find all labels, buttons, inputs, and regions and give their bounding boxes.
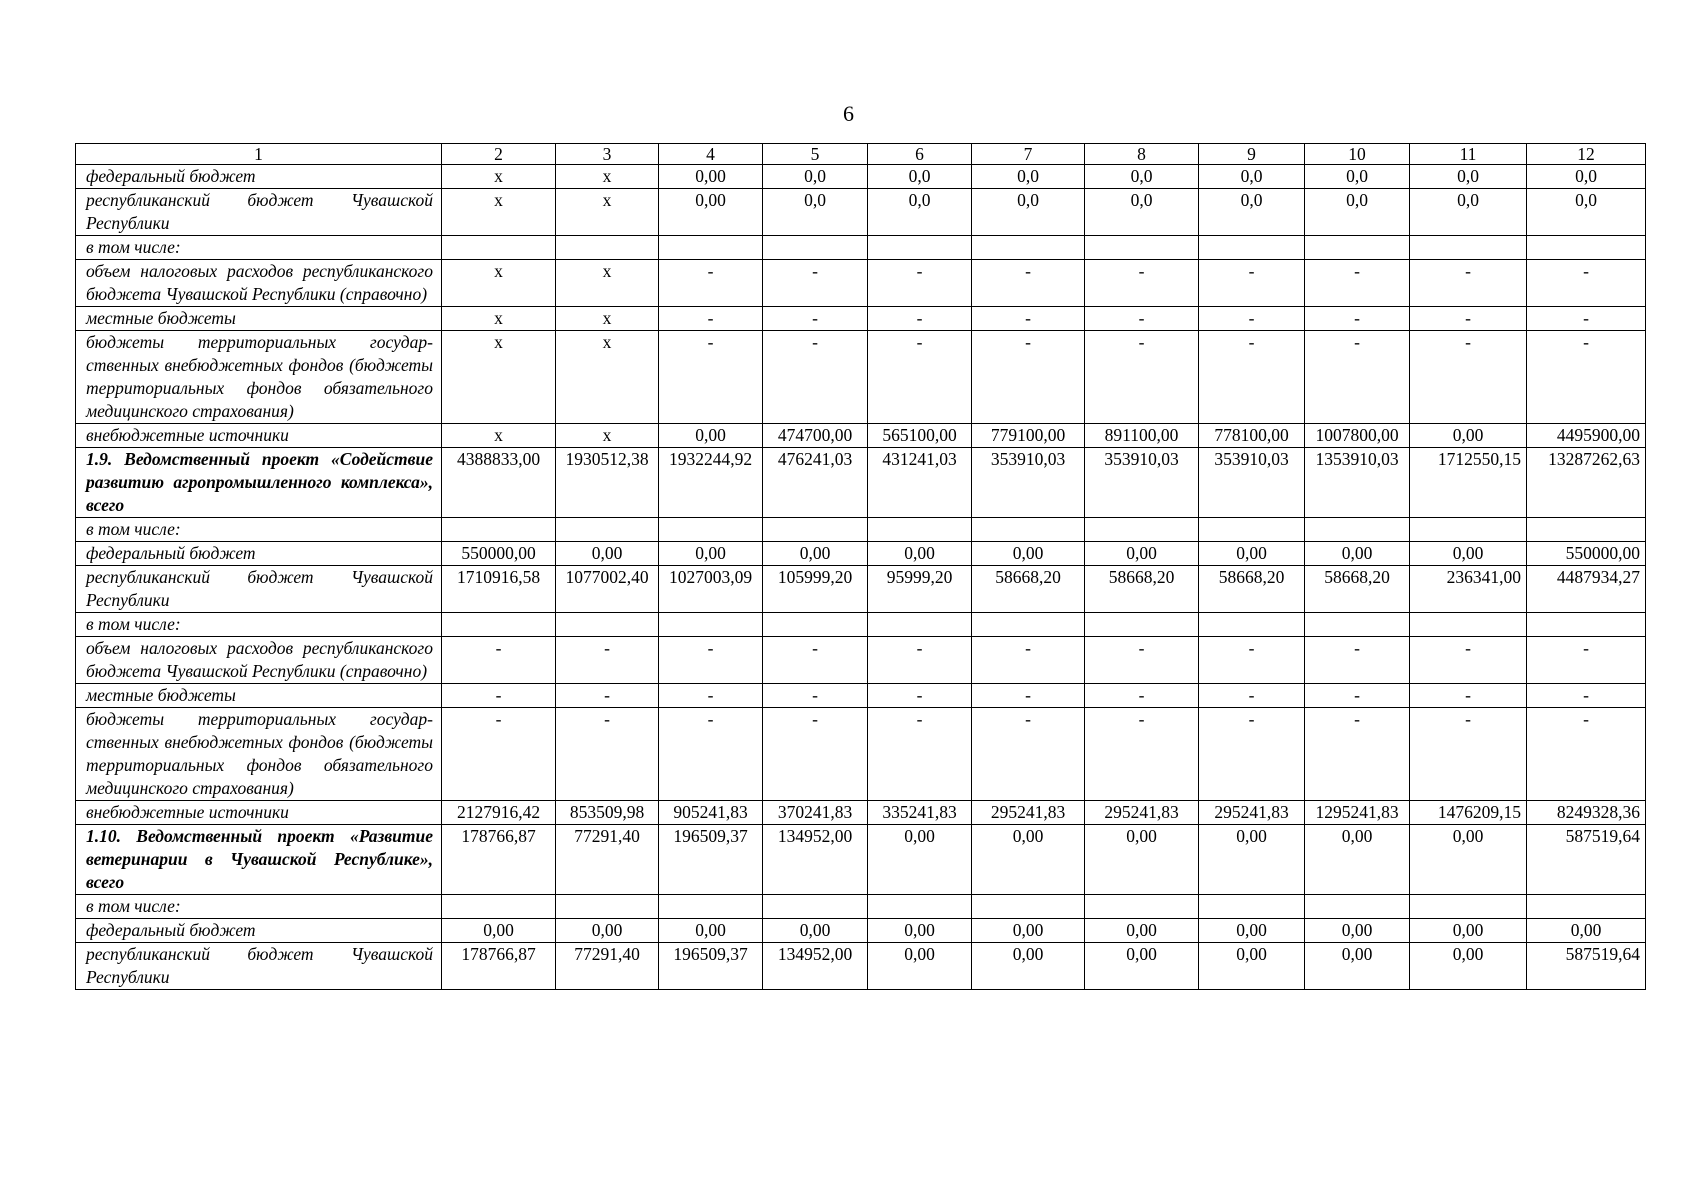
value-cell: 0,00 <box>972 825 1085 895</box>
value-cell <box>1085 613 1199 637</box>
value-cell: 0,00 <box>1085 825 1199 895</box>
value-cell: - <box>972 684 1085 708</box>
value-cell: - <box>442 708 556 801</box>
value-cell: 370241,83 <box>763 801 868 825</box>
value-cell: 0,00 <box>659 424 763 448</box>
value-cell: - <box>1410 637 1527 684</box>
value-cell: х <box>556 424 659 448</box>
table-row <box>76 260 1646 307</box>
value-cell: 0,00 <box>868 919 972 943</box>
value-cell <box>1527 613 1646 637</box>
row-label: местные бюджеты <box>76 307 442 331</box>
value-cell: - <box>1305 684 1410 708</box>
value-cell <box>763 613 868 637</box>
value-cell: - <box>1410 708 1527 801</box>
value-cell: 236341,00 <box>1410 566 1527 613</box>
value-cell <box>1410 895 1527 919</box>
value-cell: - <box>1199 637 1305 684</box>
value-cell: - <box>1085 260 1199 307</box>
value-cell: - <box>1305 260 1410 307</box>
value-cell: 196509,37 <box>659 943 763 990</box>
value-cell: 0,00 <box>1085 542 1199 566</box>
value-cell <box>442 895 556 919</box>
value-cell: 58668,20 <box>1305 566 1410 613</box>
column-number-12: 12 <box>1527 144 1646 165</box>
value-cell: - <box>659 307 763 331</box>
value-cell <box>1199 518 1305 542</box>
value-cell: х <box>442 307 556 331</box>
value-cell: 2127916,42 <box>442 801 556 825</box>
value-cell: - <box>1085 331 1199 424</box>
value-cell: - <box>972 708 1085 801</box>
value-cell: 134952,00 <box>763 825 868 895</box>
value-cell: 1295241,83 <box>1305 801 1410 825</box>
value-cell <box>1527 518 1646 542</box>
value-cell <box>868 895 972 919</box>
value-cell: - <box>972 260 1085 307</box>
value-cell: 13287262,63 <box>1527 448 1646 518</box>
value-cell: - <box>972 307 1085 331</box>
value-cell <box>659 895 763 919</box>
value-cell: 1930512,38 <box>556 448 659 518</box>
row-label: 1.9. Ведомственный проект «Содействие развитию агропромышленного комплекса», всего <box>76 448 442 518</box>
value-cell: 0,0 <box>972 165 1085 189</box>
row-label: бюджеты территориальных государственных внебюджетных фондов (бюджеты территориальных фондов обязательного медицинского страхования) <box>76 708 442 801</box>
table-body <box>76 144 1646 990</box>
value-cell: 0,0 <box>1085 189 1199 236</box>
value-cell: - <box>1527 331 1646 424</box>
value-cell: 196509,37 <box>659 825 763 895</box>
row-label: в том числе: <box>76 895 442 919</box>
budget-table <box>75 143 1646 990</box>
value-cell: - <box>1199 260 1305 307</box>
row-label: в том числе: <box>76 518 442 542</box>
value-cell: - <box>763 331 868 424</box>
value-cell: х <box>556 260 659 307</box>
table-row <box>76 895 1646 919</box>
value-cell: - <box>868 331 972 424</box>
value-cell: 1932244,92 <box>659 448 763 518</box>
value-cell: 58668,20 <box>972 566 1085 613</box>
value-cell: 0,00 <box>1410 424 1527 448</box>
value-cell: - <box>659 708 763 801</box>
table-row <box>76 424 1646 448</box>
value-cell: 0,0 <box>1199 165 1305 189</box>
value-cell: 1007800,00 <box>1305 424 1410 448</box>
value-cell: 353910,03 <box>1199 448 1305 518</box>
value-cell: - <box>868 260 972 307</box>
value-cell <box>442 613 556 637</box>
value-cell <box>442 518 556 542</box>
value-cell: 0,00 <box>972 919 1085 943</box>
value-cell: 58668,20 <box>1085 566 1199 613</box>
value-cell: - <box>1410 331 1527 424</box>
value-cell: 0,00 <box>1305 943 1410 990</box>
value-cell: 550000,00 <box>1527 542 1646 566</box>
row-label: в том числе: <box>76 236 442 260</box>
value-cell: 0,00 <box>1410 919 1527 943</box>
value-cell: - <box>1085 307 1199 331</box>
value-cell: 0,00 <box>659 189 763 236</box>
value-cell: 295241,83 <box>1085 801 1199 825</box>
value-cell <box>1199 236 1305 260</box>
value-cell: - <box>1199 331 1305 424</box>
value-cell: 0,00 <box>1199 825 1305 895</box>
value-cell <box>868 518 972 542</box>
column-number-2: 2 <box>442 144 556 165</box>
value-cell: 0,00 <box>556 542 659 566</box>
table-row <box>76 165 1646 189</box>
column-number-6: 6 <box>868 144 972 165</box>
value-cell: 58668,20 <box>1199 566 1305 613</box>
value-cell <box>972 613 1085 637</box>
value-cell: 431241,03 <box>868 448 972 518</box>
value-cell: 77291,40 <box>556 825 659 895</box>
value-cell: 474700,00 <box>763 424 868 448</box>
value-cell <box>556 518 659 542</box>
row-label: федеральный бюджет <box>76 542 442 566</box>
value-cell <box>1199 613 1305 637</box>
table-row <box>76 825 1646 895</box>
value-cell: 0,0 <box>1199 189 1305 236</box>
value-cell: - <box>556 637 659 684</box>
table-row <box>76 943 1646 990</box>
table-row <box>76 566 1646 613</box>
value-cell: 0,00 <box>1305 825 1410 895</box>
value-cell <box>972 895 1085 919</box>
value-cell: 353910,03 <box>972 448 1085 518</box>
value-cell: - <box>1305 331 1410 424</box>
value-cell: - <box>659 331 763 424</box>
value-cell: 178766,87 <box>442 825 556 895</box>
table-row <box>76 448 1646 518</box>
value-cell: 905241,83 <box>659 801 763 825</box>
value-cell: 550000,00 <box>442 542 556 566</box>
value-cell: - <box>1085 708 1199 801</box>
value-cell: 295241,83 <box>1199 801 1305 825</box>
value-cell: - <box>1199 708 1305 801</box>
value-cell <box>1305 518 1410 542</box>
column-number-3: 3 <box>556 144 659 165</box>
value-cell: 891100,00 <box>1085 424 1199 448</box>
value-cell: - <box>1305 708 1410 801</box>
value-cell <box>972 518 1085 542</box>
value-cell: 0,00 <box>763 919 868 943</box>
value-cell: 295241,83 <box>972 801 1085 825</box>
value-cell: 0,0 <box>972 189 1085 236</box>
value-cell: 0,0 <box>1527 189 1646 236</box>
value-cell: 0,0 <box>1410 165 1527 189</box>
value-cell: 0,00 <box>1305 919 1410 943</box>
value-cell: 0,0 <box>1305 165 1410 189</box>
value-cell <box>868 236 972 260</box>
table-row <box>76 637 1646 684</box>
value-cell: - <box>659 684 763 708</box>
value-cell: х <box>442 424 556 448</box>
value-cell: - <box>659 637 763 684</box>
value-cell: 476241,03 <box>763 448 868 518</box>
row-label: внебюджетные источники <box>76 424 442 448</box>
value-cell: 0,0 <box>763 189 868 236</box>
value-cell: - <box>868 684 972 708</box>
value-cell: - <box>556 684 659 708</box>
value-cell: 0,00 <box>659 919 763 943</box>
value-cell: - <box>763 684 868 708</box>
value-cell <box>1410 236 1527 260</box>
value-cell: 0,0 <box>868 189 972 236</box>
value-cell: 0,00 <box>1410 825 1527 895</box>
value-cell <box>1305 895 1410 919</box>
row-label: бюджеты территориальных государственных внебюджетных фондов (бюджеты территориальных фондов обязательного медицинского страхования) <box>76 331 442 424</box>
value-cell: 0,00 <box>868 825 972 895</box>
value-cell: 1027003,09 <box>659 566 763 613</box>
column-number-11: 11 <box>1410 144 1527 165</box>
row-label: внебюджетные источники <box>76 801 442 825</box>
row-label: республиканский бюджет Чувашской Республики <box>76 943 442 990</box>
column-number-1: 1 <box>76 144 442 165</box>
table-row <box>76 189 1646 236</box>
value-cell: 0,00 <box>1305 542 1410 566</box>
table-row <box>76 307 1646 331</box>
value-cell: - <box>1305 637 1410 684</box>
value-cell: 0,00 <box>1199 943 1305 990</box>
value-cell: - <box>972 637 1085 684</box>
value-cell <box>556 236 659 260</box>
value-cell: х <box>442 189 556 236</box>
value-cell: 0,00 <box>556 919 659 943</box>
value-cell: - <box>868 708 972 801</box>
table-row <box>76 613 1646 637</box>
value-cell: 0,00 <box>868 943 972 990</box>
value-cell: - <box>1410 260 1527 307</box>
value-cell: - <box>972 331 1085 424</box>
value-cell: - <box>556 708 659 801</box>
value-cell: 0,00 <box>659 542 763 566</box>
value-cell: 0,00 <box>972 943 1085 990</box>
value-cell <box>1085 236 1199 260</box>
row-label: объем налоговых расходов республиканского бюджета Чувашской Республики (справочно) <box>76 260 442 307</box>
column-number-row <box>76 144 1646 165</box>
value-cell: 1712550,15 <box>1410 448 1527 518</box>
table-row <box>76 236 1646 260</box>
value-cell: - <box>1410 684 1527 708</box>
value-cell <box>659 518 763 542</box>
value-cell: 4487934,27 <box>1527 566 1646 613</box>
value-cell: 0,00 <box>1199 542 1305 566</box>
value-cell <box>1527 895 1646 919</box>
page-number: 6 <box>843 101 854 126</box>
value-cell: х <box>442 260 556 307</box>
value-cell <box>442 236 556 260</box>
value-cell: 778100,00 <box>1199 424 1305 448</box>
value-cell: 1710916,58 <box>442 566 556 613</box>
row-label: федеральный бюджет <box>76 165 442 189</box>
table-row <box>76 801 1646 825</box>
row-label: местные бюджеты <box>76 684 442 708</box>
value-cell <box>1199 895 1305 919</box>
value-cell: - <box>1085 637 1199 684</box>
value-cell: 77291,40 <box>556 943 659 990</box>
value-cell: 0,0 <box>868 165 972 189</box>
value-cell: 134952,00 <box>763 943 868 990</box>
value-cell: 565100,00 <box>868 424 972 448</box>
value-cell: - <box>1527 637 1646 684</box>
value-cell: 0,00 <box>763 542 868 566</box>
value-cell: 0,00 <box>972 542 1085 566</box>
value-cell: - <box>442 684 556 708</box>
column-number-10: 10 <box>1305 144 1410 165</box>
value-cell: - <box>1410 307 1527 331</box>
value-cell: 0,0 <box>1527 165 1646 189</box>
value-cell: - <box>868 307 972 331</box>
value-cell <box>1410 518 1527 542</box>
value-cell: - <box>1527 708 1646 801</box>
value-cell: 779100,00 <box>972 424 1085 448</box>
value-cell: - <box>1527 684 1646 708</box>
row-label: республиканский бюджет Чувашской Республики <box>76 566 442 613</box>
column-number-5: 5 <box>763 144 868 165</box>
value-cell: 0,00 <box>442 919 556 943</box>
value-cell: - <box>763 307 868 331</box>
value-cell: 0,00 <box>1410 542 1527 566</box>
value-cell: 1077002,40 <box>556 566 659 613</box>
value-cell: х <box>556 331 659 424</box>
value-cell: 0,00 <box>1527 919 1646 943</box>
value-cell: 0,00 <box>868 542 972 566</box>
table-row <box>76 542 1646 566</box>
column-number-7: 7 <box>972 144 1085 165</box>
value-cell: - <box>1527 307 1646 331</box>
value-cell: - <box>659 260 763 307</box>
value-cell <box>556 895 659 919</box>
value-cell: х <box>556 189 659 236</box>
value-cell <box>1305 613 1410 637</box>
value-cell: 0,00 <box>659 165 763 189</box>
value-cell <box>868 613 972 637</box>
value-cell: 95999,20 <box>868 566 972 613</box>
table-row <box>76 708 1646 801</box>
row-label: 1.10. Ведомственный проект «Развитие ветеринарии в Чувашской Республике», всего <box>76 825 442 895</box>
value-cell: 853509,98 <box>556 801 659 825</box>
table-row <box>76 518 1646 542</box>
value-cell: 8249328,36 <box>1527 801 1646 825</box>
value-cell: 178766,87 <box>442 943 556 990</box>
value-cell <box>659 613 763 637</box>
value-cell: - <box>1085 684 1199 708</box>
value-cell <box>556 613 659 637</box>
value-cell: х <box>442 165 556 189</box>
value-cell: 0,0 <box>763 165 868 189</box>
table-row <box>76 684 1646 708</box>
value-cell <box>1527 236 1646 260</box>
value-cell: 335241,83 <box>868 801 972 825</box>
table-row <box>76 331 1646 424</box>
value-cell: - <box>1527 260 1646 307</box>
column-number-8: 8 <box>1085 144 1199 165</box>
value-cell: - <box>1199 307 1305 331</box>
value-cell: - <box>1199 684 1305 708</box>
value-cell <box>659 236 763 260</box>
value-cell: - <box>763 708 868 801</box>
value-cell: 0,00 <box>1199 919 1305 943</box>
value-cell <box>1410 613 1527 637</box>
value-cell: 353910,03 <box>1085 448 1199 518</box>
row-label: республиканский бюджет Чувашской Республики <box>76 189 442 236</box>
value-cell: - <box>763 260 868 307</box>
value-cell: - <box>442 637 556 684</box>
value-cell: х <box>556 165 659 189</box>
value-cell: - <box>868 637 972 684</box>
value-cell: - <box>1305 307 1410 331</box>
value-cell: 1353910,03 <box>1305 448 1410 518</box>
value-cell <box>1085 895 1199 919</box>
value-cell: 587519,64 <box>1527 825 1646 895</box>
value-cell <box>1305 236 1410 260</box>
value-cell: 0,00 <box>1085 919 1199 943</box>
value-cell: 0,0 <box>1410 189 1527 236</box>
value-cell: х <box>442 331 556 424</box>
value-cell: х <box>556 307 659 331</box>
value-cell: - <box>763 637 868 684</box>
value-cell: 0,0 <box>1085 165 1199 189</box>
value-cell: 0,00 <box>1085 943 1199 990</box>
value-cell: 0,00 <box>1410 943 1527 990</box>
value-cell <box>1085 518 1199 542</box>
value-cell: 105999,20 <box>763 566 868 613</box>
column-number-4: 4 <box>659 144 763 165</box>
value-cell <box>763 518 868 542</box>
value-cell <box>972 236 1085 260</box>
value-cell: 1476209,15 <box>1410 801 1527 825</box>
row-label: федеральный бюджет <box>76 919 442 943</box>
value-cell: 4388833,00 <box>442 448 556 518</box>
row-label: объем налоговых расходов республиканского бюджета Чувашской Республики (справочно) <box>76 637 442 684</box>
value-cell: 587519,64 <box>1527 943 1646 990</box>
row-label: в том числе: <box>76 613 442 637</box>
value-cell: 4495900,00 <box>1527 424 1646 448</box>
value-cell <box>763 236 868 260</box>
table-row <box>76 919 1646 943</box>
column-number-9: 9 <box>1199 144 1305 165</box>
value-cell <box>763 895 868 919</box>
value-cell: 0,0 <box>1305 189 1410 236</box>
